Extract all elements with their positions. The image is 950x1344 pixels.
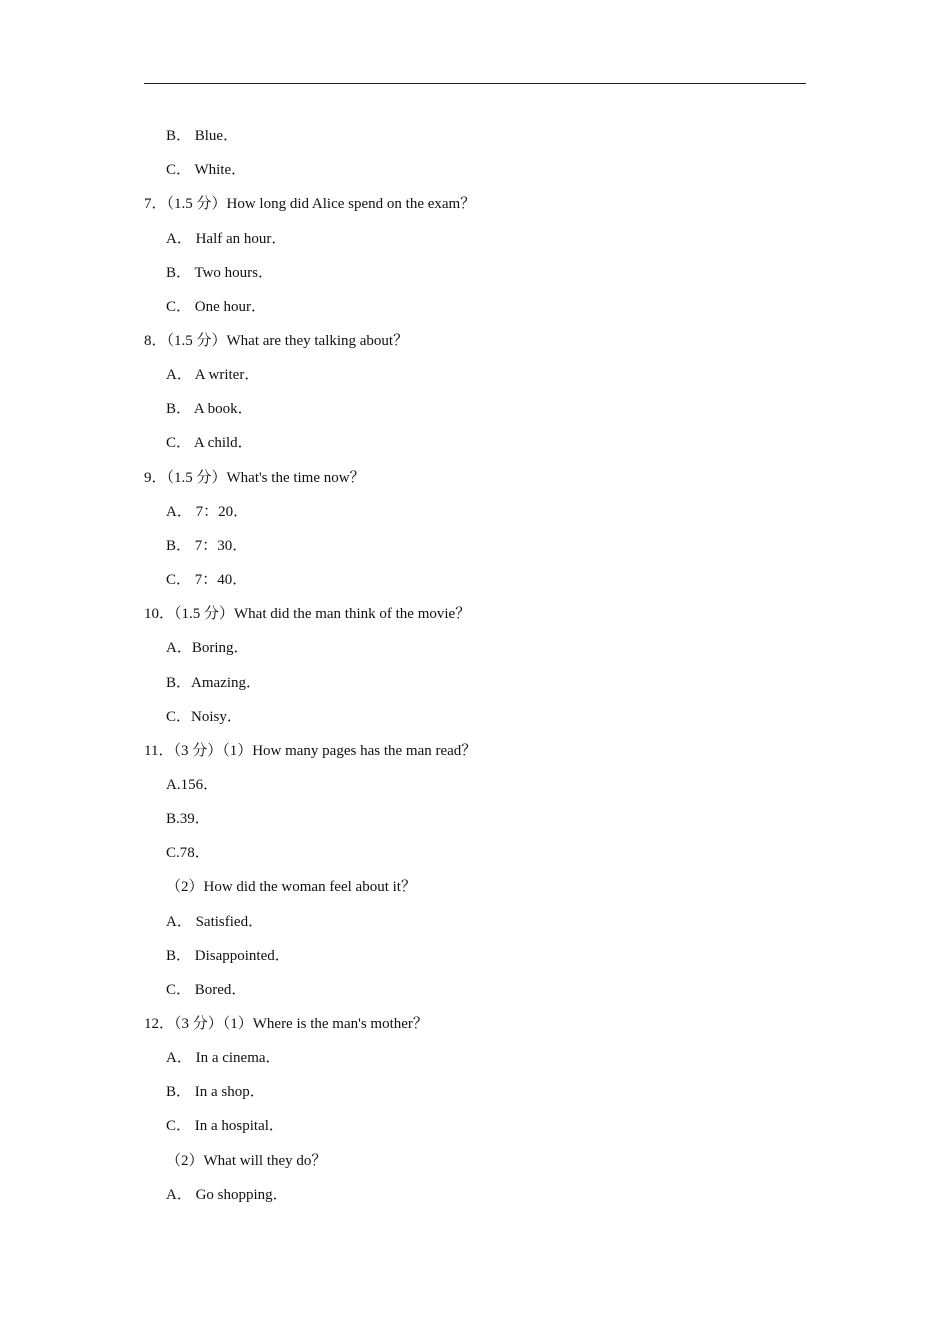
- option-line: B． Blue．: [166, 128, 239, 144]
- question-10: 10．（1.5 分）What did the man think of the movie？: [144, 606, 471, 622]
- option-line: C． In a hospital．: [166, 1118, 284, 1134]
- option-line: B.39．: [166, 811, 210, 827]
- option-line: C． White．: [166, 162, 247, 178]
- option-line: B．Amazing．: [166, 675, 261, 691]
- option-line: B． In a shop．: [166, 1084, 265, 1100]
- question-8: 8．（1.5 分）What are they talking about？: [144, 333, 409, 349]
- question-12: 12．（3 分）（1）Where is the man's mother？: [144, 1016, 428, 1032]
- option-line: A．Boring．: [166, 640, 249, 656]
- question-7: 7．（1.5 分）How long did Alice spend on the exam？: [144, 196, 476, 212]
- option-line: B． A book．: [166, 401, 253, 417]
- option-line: B． Disappointed．: [166, 948, 290, 964]
- option-line: A． Half an hour．: [166, 231, 287, 247]
- sub-question: （2）How did the woman feel about it？: [166, 879, 416, 895]
- option-line: C．Noisy．: [166, 709, 242, 725]
- question-9: 9．（1.5 分）What's the time now？: [144, 470, 365, 486]
- option-line: A． Go shopping．: [166, 1187, 288, 1203]
- sub-question: （2）What will they do？: [166, 1153, 327, 1169]
- option-line: C． 7：40．: [166, 572, 248, 588]
- option-line: C.78．: [166, 845, 210, 861]
- option-line: C． A child．: [166, 435, 253, 451]
- option-line: C． Bored．: [166, 982, 247, 998]
- question-11: 11．（3 分）（1）How many pages has the man read？: [144, 743, 477, 759]
- option-line: B． Two hours．: [166, 265, 274, 281]
- option-line: A． Satisfied．: [166, 914, 264, 930]
- option-line: A． 7：20．: [166, 504, 249, 520]
- option-line: A． A writer．: [166, 367, 260, 383]
- option-line: A.156．: [166, 777, 219, 793]
- option-line: C． One hour．: [166, 299, 266, 315]
- option-line: B． 7：30．: [166, 538, 248, 554]
- option-line: A． In a cinema．: [166, 1050, 281, 1066]
- header-rule: [144, 83, 806, 84]
